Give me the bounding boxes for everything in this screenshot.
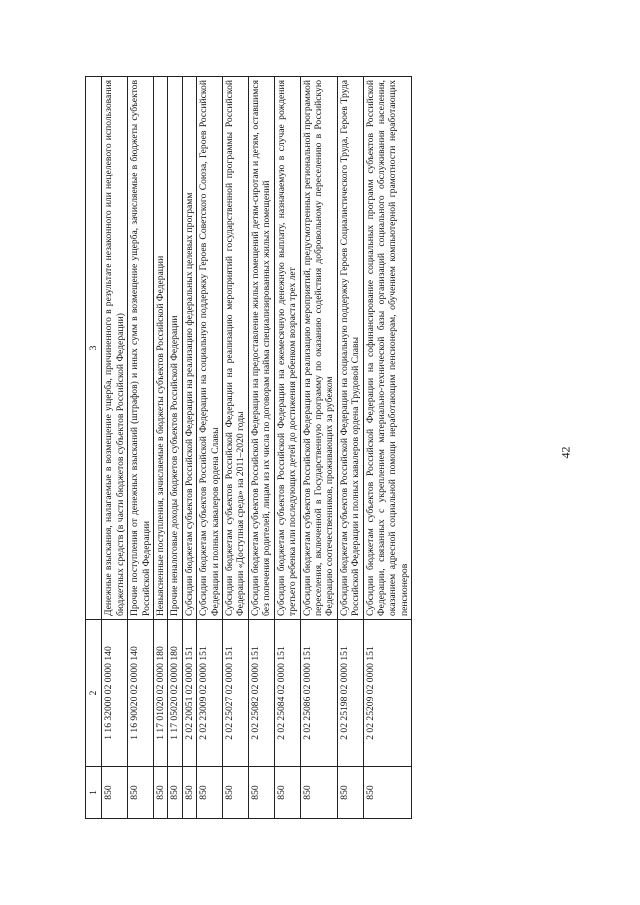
admin-code-cell: 850	[128, 767, 154, 819]
budget-classification-code-cell: 1 17 01020 02 0000 180	[154, 620, 168, 767]
admin-code-cell: 850	[168, 767, 182, 819]
table-row	[223, 77, 249, 819]
table-row	[168, 77, 182, 819]
budget-classification-code-cell: 2 02 25082 02 0000 151	[248, 620, 274, 767]
budget-classification-code-cell: 2 02 25027 02 0000 151	[223, 620, 249, 767]
admin-code-cell: 850	[182, 767, 196, 819]
table-row	[274, 77, 300, 819]
table-row	[248, 77, 274, 819]
revenue-description-cell: Субсидии бюджетам субъектов Российской Федерации на реализацию федеральных целевых программ	[182, 77, 196, 620]
admin-code-cell: 850	[363, 767, 412, 819]
budget-classification-code-cell: 2 02 23009 02 0000 151	[197, 620, 223, 767]
header-col-1: 1	[86, 767, 102, 819]
admin-code-cell: 850	[154, 767, 168, 819]
revenue-description-cell: Прочие неналоговые доходы бюджетов субъектов Российской Федерации	[168, 77, 182, 620]
budget-classification-code-cell: 1 17 05020 02 0000 180	[168, 620, 182, 767]
page-number: 42	[558, 446, 573, 459]
admin-code-cell: 850	[223, 767, 249, 819]
admin-code-cell: 850	[337, 767, 363, 819]
admin-code-cell: 850	[300, 767, 337, 819]
revenue-description-cell: Субсидии бюджетам субъектов Российской Федерации на реализацию мероприятий государственной программы Российской Федерации «Доступная среда» на 2011–2020 годы	[223, 77, 249, 620]
admin-code-cell: 850	[248, 767, 274, 819]
admin-code-cell: 850	[274, 767, 300, 819]
budget-classification-code-cell: 2 02 20051 02 0000 151	[182, 620, 196, 767]
admin-code-cell: 850	[102, 767, 128, 819]
budget-classification-code-cell: 2 02 25084 02 0000 151	[274, 620, 300, 767]
table-body	[102, 77, 412, 819]
table-header-row	[86, 77, 102, 819]
budget-classification-code-cell: 1 16 90020 02 0000 140	[128, 620, 154, 767]
table-row	[363, 77, 412, 819]
budget-classification-code-cell: 2 02 25209 02 0000 151	[363, 620, 412, 767]
budget-classification-code-cell: 2 02 25086 02 0000 151	[300, 620, 337, 767]
table-row	[128, 77, 154, 819]
revenue-codes-table	[85, 76, 412, 819]
table-row	[300, 77, 337, 819]
table-row	[197, 77, 223, 819]
revenue-description-cell: Невыясненные поступления, зачисляемые в бюджеты субъектов Российской Федерации	[154, 77, 168, 620]
rotated-table-container	[85, 77, 555, 819]
revenue-description-cell: Субсидии бюджетам субъектов Российской Федерации на ежемесячную денежную выплату, назначаемую в случае рождения третьего ребенка или последующих детей до достижения ребенком возраста трех лет	[274, 77, 300, 620]
budget-classification-code-cell: 2 02 25198 02 0000 151	[337, 620, 363, 767]
table-row	[154, 77, 168, 819]
revenue-description-cell: Субсидии бюджетам субъектов Российской Федерации на софинансирование социальных программ субъектов Российской Федерации, связанных с укреплением материально-технической базы организаций социального обслуживания населения, оказанием адресной социальной помощи неработающим пенсионерам, обучением компьютерной грамотности неработающих пенсионеров	[363, 77, 412, 620]
table-row	[102, 77, 128, 819]
revenue-description-cell: Субсидии бюджетам субъектов Российской Федерации на предоставление жилых помещений детям-сиротам и детям, оставшимся без попечения родителей, лицам из их числа по договорам найма специализированных жилых помещений	[248, 77, 274, 620]
revenue-description-cell: Прочие поступления от денежных взысканий (штрафов) и иных сумм в возмещение ущерба, зачисляемые в бюджеты субъектов Российской Федерации	[128, 77, 154, 620]
header-col-2: 2	[86, 620, 102, 767]
admin-code-cell: 850	[197, 767, 223, 819]
revenue-description-cell: Денежные взыскания, налагаемые в возмещение ущерба, причиненного в результате незаконного или нецелевого использования бюджетных средств (в части бюджетов субъектов Российской Федерации)	[102, 77, 128, 620]
table-row	[337, 77, 363, 819]
revenue-description-cell: Субсидии бюджетам субъектов Российской Федерации на реализацию мероприятий, предусмотренных региональной программой переселения, включенной в Государственную программу по оказанию содействия добровольному переселению в Российскую Федерацию соотечественников, проживающих за рубежом	[300, 77, 337, 620]
header-col-3: 3	[86, 77, 102, 620]
budget-classification-code-cell: 1 16 32000 02 0000 140	[102, 620, 128, 767]
revenue-description-cell: Субсидии бюджетам субъектов Российской Федерации на социальную поддержку Героев Социалистического Труда, Героев Труда Российской Федерации и полных кавалеров ордена Трудовой Славы	[337, 77, 363, 620]
revenue-description-cell: Субсидии бюджетам субъектов Российской Федерации на социальную поддержку Героев Советского Союза, Героев Российской Федерации и полных кавалеров ордена Славы	[197, 77, 223, 620]
table-row	[182, 77, 196, 819]
